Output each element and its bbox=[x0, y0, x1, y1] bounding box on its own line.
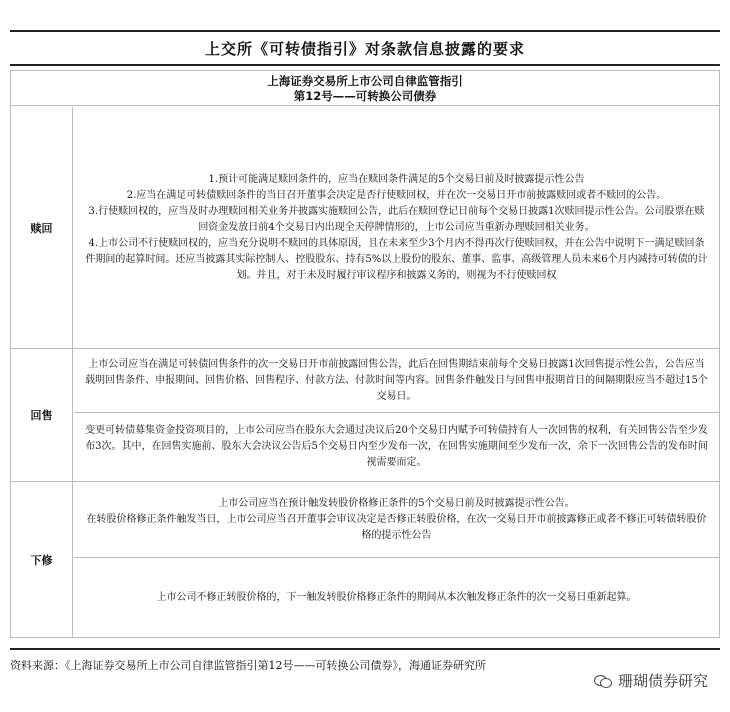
downward-label: 下修 bbox=[30, 554, 53, 567]
redemption-item-3: 3.行使赎回权的，应当及时办理赎回相关业务并披露实施赎回公告，此后在赎回登记日前每个交易日披露1次赎回提示性公告。公司股票在赎回资金发放日前4个交易日内出现全天停牌情形的，上市公司应当重新办理赎回相关业务。 bbox=[88, 205, 705, 233]
putback-content-a bbox=[74, 349, 719, 412]
downward-paragraph-a1: 上市公司应当在预计触发转股价格修正条件的5个交易日前及时披露提示性公告。 bbox=[218, 497, 575, 509]
header-line-1: 上海证券交易所上市公司自律监管指引 bbox=[267, 74, 463, 88]
source-text: 资料来源：《上海证券交易所上市公司自律监管指引第12号——可转换公司债券》，海通证券研究所 bbox=[10, 659, 486, 672]
putback-paragraph-a: 上市公司应当在满足可转债回售条件的次一交易日开市前披露回售公告，此后在回售期结束前每个交易日披露1次回售提示性公告，公告应当载明回售条件、申报期间、回售价格、回售程序、付款方法、付款时间等内容。回售条件触发日与回售申报期首日的间隔期限应当不超过15个交易日。 bbox=[85, 358, 708, 402]
putback-label: 回售 bbox=[30, 409, 53, 422]
table-header bbox=[11, 71, 719, 106]
watermark bbox=[594, 670, 708, 691]
wechat-icon bbox=[594, 674, 612, 688]
putback-content-b bbox=[74, 413, 719, 481]
downward-content-a bbox=[74, 482, 719, 557]
row-label-redemption bbox=[11, 107, 73, 348]
redemption-item-4: 4.上市公司不行使赎回权的，应当充分说明不赎回的具体原因，且在未来至少3个月内不得再次行使赎回权，并在公告中说明下一满足赎回条件期间的起算时间。还应当披露其实际控制人、控股股东、持有5%以上股份的股东、董事、监事、高级管理人员未来6个月内减持可转债的计划。并且，对于未及时履行审议程序和披露义务的，则视为不行使赎回权 bbox=[85, 237, 708, 281]
downward-content-b bbox=[74, 558, 719, 638]
redemption-item-1: 1.预计可能满足赎回条件的，应当在赎回条件满足的5个交易日前及时披露提示性公告 bbox=[208, 173, 585, 185]
row-label-downward bbox=[11, 482, 73, 638]
redemption-content bbox=[74, 107, 719, 348]
redemption-label: 赎回 bbox=[30, 221, 53, 235]
requirements-table bbox=[10, 70, 720, 638]
redemption-item-2: 2.应当在满足可转债赎回条件的当日召开董事会决定是否行使赎回权，并在次一交易日开市前披露赎回或者不赎回的公告。 bbox=[126, 189, 667, 201]
header-line-2: 第12号——可转换公司债券 bbox=[293, 89, 437, 103]
table-title bbox=[10, 30, 720, 66]
putback-paragraph-b: 变更可转债募集资金投资项目的，上市公司应当在股东大会通过决议后20个交易日内赋予可转债持有人一次回售的权利，有关回售公告至少发布3次。其中，在回售实施前、股东大会决议公告后5个交易日内至少发布一次，在回售实施期间至少发布一次，余下一次回售公告的发布时间视需要而定。 bbox=[85, 425, 708, 468]
watermark-text: 珊瑚债券研究 bbox=[617, 672, 708, 690]
title-text: 上交所《可转债指引》对条款信息披露的要求 bbox=[204, 39, 525, 58]
downward-paragraph-b: 上市公司不修正转股价格的，下一触发转股价格修正条件的期间从本次触发修正条件的次一交易日重新起算。 bbox=[156, 592, 637, 603]
row-label-putback bbox=[11, 349, 73, 481]
downward-paragraph-a2: 在转股价格修正条件触发当日，上市公司应当召开董事会审议决定是否修正转股价格，在次一交易日开市前披露修正或者不修正可转债转股价格的提示性公告 bbox=[86, 513, 707, 541]
